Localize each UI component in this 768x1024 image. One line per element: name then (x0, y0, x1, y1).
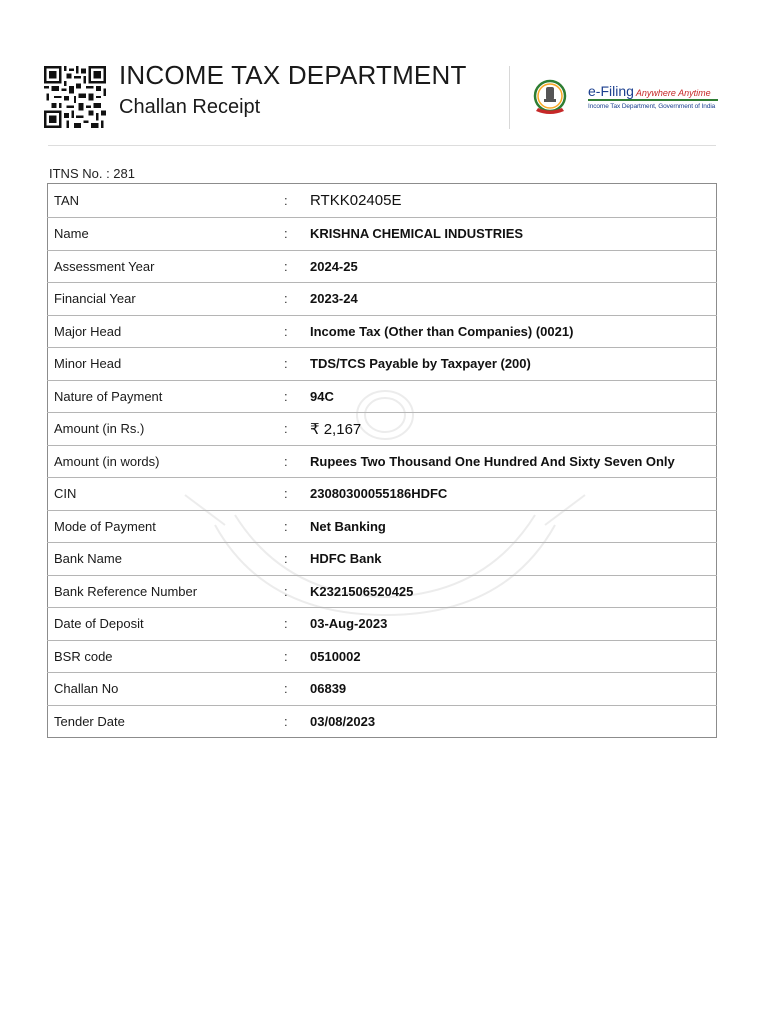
field-value: Net Banking (310, 510, 717, 543)
table-row (48, 510, 717, 543)
field-label: Minor Head (48, 348, 285, 381)
field-value: 2023-24 (310, 283, 717, 316)
field-label: Name (48, 218, 285, 251)
table-row (48, 283, 717, 316)
field-separator: : (284, 413, 310, 446)
field-separator: : (284, 543, 310, 576)
table-row (48, 380, 717, 413)
efiling-underline (588, 99, 718, 101)
field-value: ₹ 2,167 (310, 413, 717, 446)
field-separator: : (284, 478, 310, 511)
field-label: Challan No (48, 673, 285, 706)
field-label: Bank Reference Number (48, 575, 285, 608)
table-row (48, 218, 717, 251)
field-separator: : (284, 673, 310, 706)
field-label: BSR code (48, 640, 285, 673)
header-divider (509, 66, 510, 129)
field-label: Tender Date (48, 705, 285, 738)
field-label: Mode of Payment (48, 510, 285, 543)
field-label: CIN (48, 478, 285, 511)
field-separator: : (284, 283, 310, 316)
table-row (48, 673, 717, 706)
field-separator: : (284, 445, 310, 478)
field-label: Major Head (48, 315, 285, 348)
field-value: 23080300055186HDFC (310, 478, 717, 511)
table-row (48, 315, 717, 348)
field-separator: : (284, 640, 310, 673)
table-row (48, 640, 717, 673)
emblem-logo-icon (530, 78, 584, 118)
efiling-tagline: Anywhere Anytime (635, 88, 711, 98)
efiling-brand-name: e-Filing (588, 83, 634, 99)
field-label: TAN (48, 184, 285, 218)
field-separator: : (284, 250, 310, 283)
field-label: Amount (in words) (48, 445, 285, 478)
header-bottom-divider (48, 145, 716, 146)
field-label: Financial Year (48, 283, 285, 316)
field-value: TDS/TCS Payable by Taxpayer (200) (310, 348, 717, 381)
field-value: Income Tax (Other than Companies) (0021) (310, 315, 717, 348)
field-separator: : (284, 218, 310, 251)
field-separator: : (284, 608, 310, 641)
receipt-subtitle: Challan Receipt (119, 96, 261, 118)
efiling-brand (588, 83, 711, 99)
table-row (48, 445, 717, 478)
field-value: 94C (310, 380, 717, 413)
table-row (48, 413, 717, 446)
field-value: KRISHNA CHEMICAL INDUSTRIES (310, 218, 717, 251)
field-value: 03/08/2023 (310, 705, 717, 738)
itns-number: ITNS No. : 281 (49, 166, 135, 181)
field-label: Nature of Payment (48, 380, 285, 413)
table-row (48, 478, 717, 511)
field-value: K2321506520425 (310, 575, 717, 608)
field-separator: : (284, 575, 310, 608)
field-separator: : (284, 315, 310, 348)
table-row (48, 184, 717, 218)
field-label: Amount (in Rs.) (48, 413, 285, 446)
field-separator: : (284, 705, 310, 738)
field-separator: : (284, 380, 310, 413)
challan-details-table (47, 183, 717, 738)
table-row (48, 705, 717, 738)
field-value: 2024-25 (310, 250, 717, 283)
field-value: Rupees Two Thousand One Hundred And Sixty Seven Only (310, 445, 717, 478)
field-separator: : (284, 348, 310, 381)
field-value: RTKK02405E (310, 184, 717, 218)
field-value: 03-Aug-2023 (310, 608, 717, 641)
field-value: HDFC Bank (310, 543, 717, 576)
field-label: Bank Name (48, 543, 285, 576)
field-label: Date of Deposit (48, 608, 285, 641)
qr-code-icon (44, 66, 106, 128)
field-separator: : (284, 510, 310, 543)
field-value: 06839 (310, 673, 717, 706)
field-label: Assessment Year (48, 250, 285, 283)
table-row (48, 250, 717, 283)
table-row (48, 575, 717, 608)
table-row (48, 348, 717, 381)
table-row (48, 608, 717, 641)
efiling-org: Income Tax Department, Government of India (588, 103, 716, 110)
department-title: INCOME TAX DEPARTMENT (119, 60, 467, 90)
receipt-header (0, 0, 768, 150)
field-value: 0510002 (310, 640, 717, 673)
table-row (48, 543, 717, 576)
field-separator: : (284, 184, 310, 218)
